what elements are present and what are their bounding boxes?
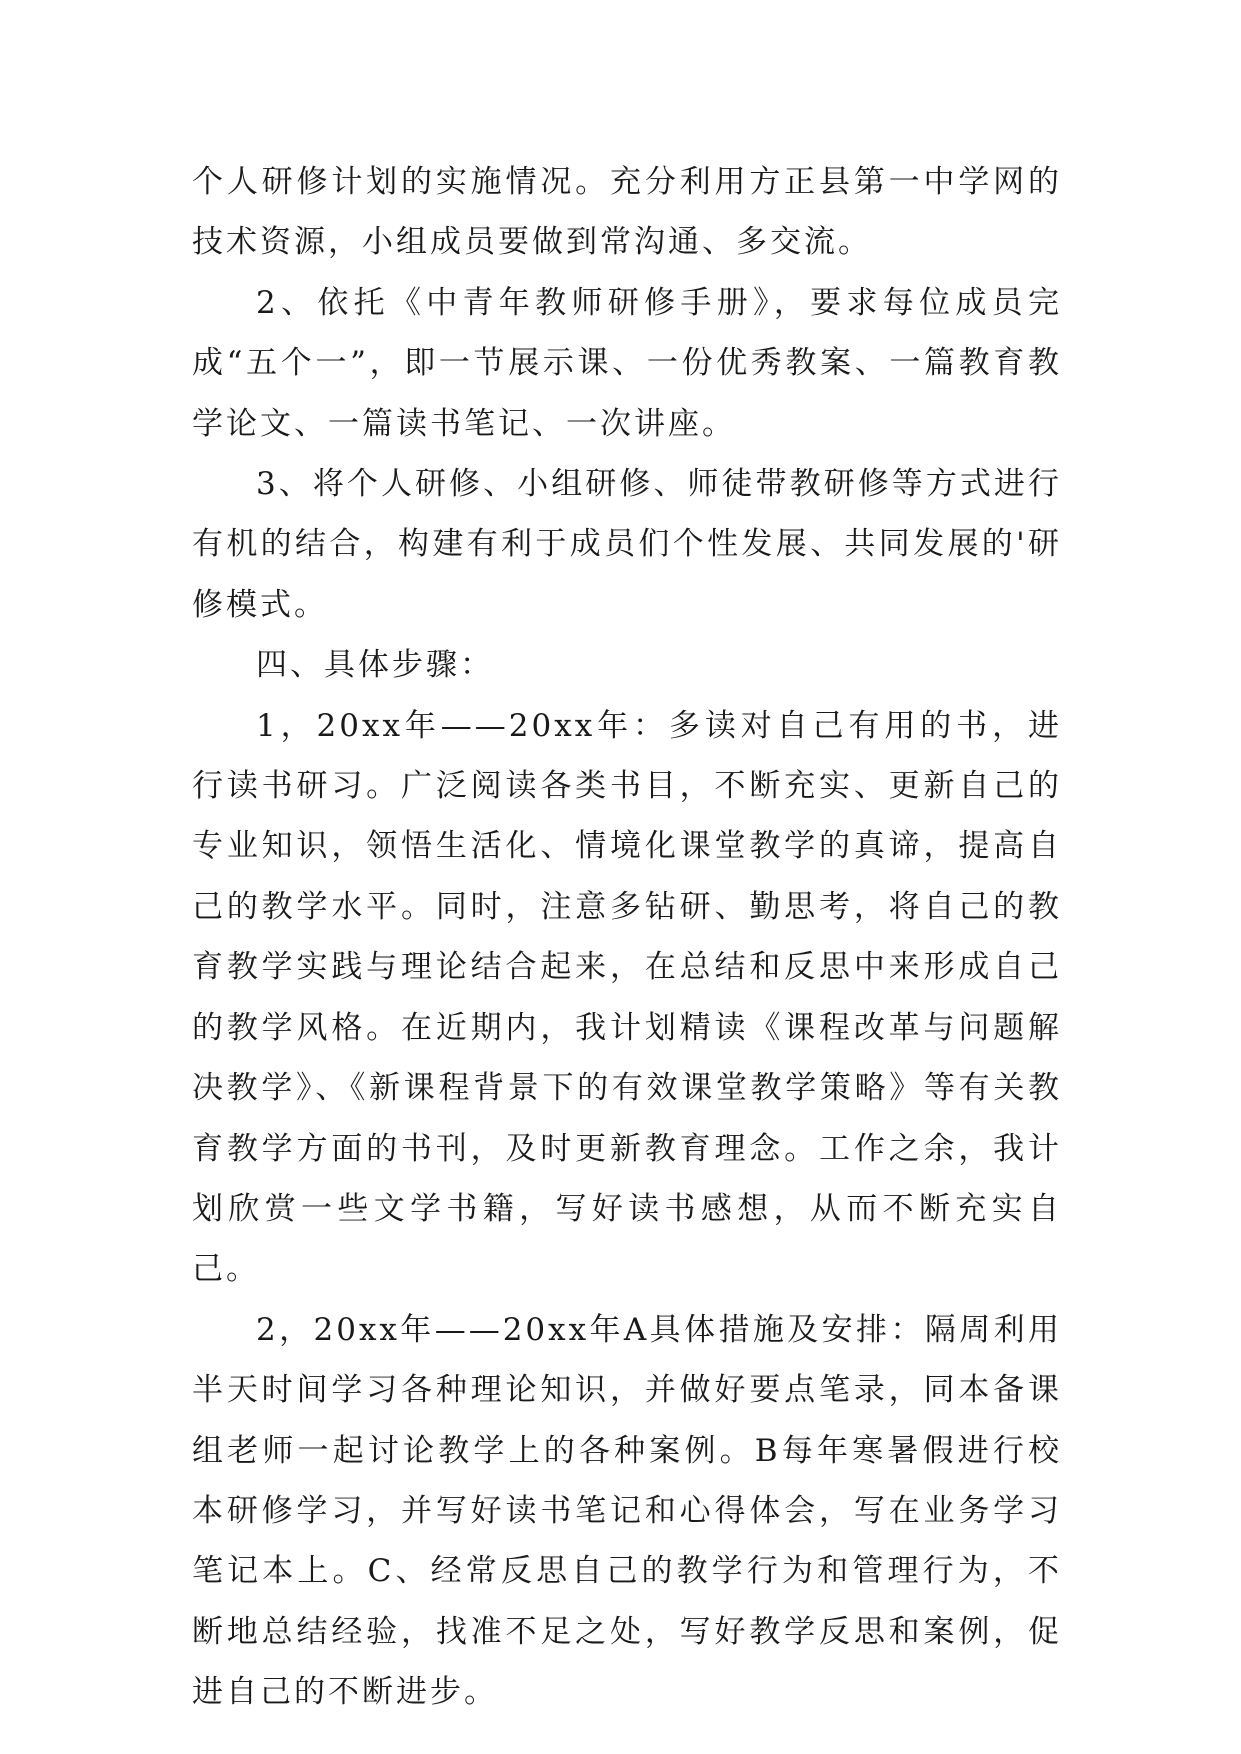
document-body	[192, 152, 1062, 1723]
section-heading-steps: 四、具体步骤：	[256, 647, 494, 684]
paragraph-step-2: 2，20xx年——20xx年A具体措施及安排：隔周利用半天时间学习各种理论知识，并做好要点笔录，同本备课组老师一起讨论教学上的各种案例。B每年寒暑假进行校本研修学习，并写好读书笔记和心得体会，写在业务学习笔记本上。C、经常反思自己的教学行为和管理行为，不断地总结经验，找准不足之处，写好教学反思和案例，促进自己的不断进步。	[192, 1311, 1062, 1711]
paragraph-step-1: 1，20xx年——20xx年：多读对自己有用的书，进行读书研习。广泛阅读各类书目，不断充实、更新自己的专业知识，领悟生活化、情境化课堂教学的真谛，提高自己的教学水平。同时，注意多钻研、勤思考，将自己的教育教学实践与理论结合起来，在总结和反思中来形成自己的教学风格。在近期内，我计划精读《课程改革与问题解决教学》、《新课程背景下的有效课堂教学策略》等有关教育教学方面的书刊，及时更新教育理念。工作之余，我计划欣赏一些文学书籍，写好读书感想，从而不断充实自己。	[192, 707, 1062, 1288]
paragraph-continuation: 个人研修计划的实施情况。充分利用方正县第一中学网的技术资源，小组成员要做到常沟通、多交流。	[192, 164, 1062, 261]
paragraph-item-2: 2、依托《中青年教师研修手册》，要求每位成员完成“五个一”，即一节展示课、一份优秀教案、一篇教育教学论文、一篇读书笔记、一次讲座。	[192, 284, 1062, 442]
paragraph-item-3: 3、将个人研修、小组研修、师徒带教研修等方式进行有机的结合，构建有利于成员们个性发展、共同发展的'研修模式。	[192, 466, 1062, 623]
